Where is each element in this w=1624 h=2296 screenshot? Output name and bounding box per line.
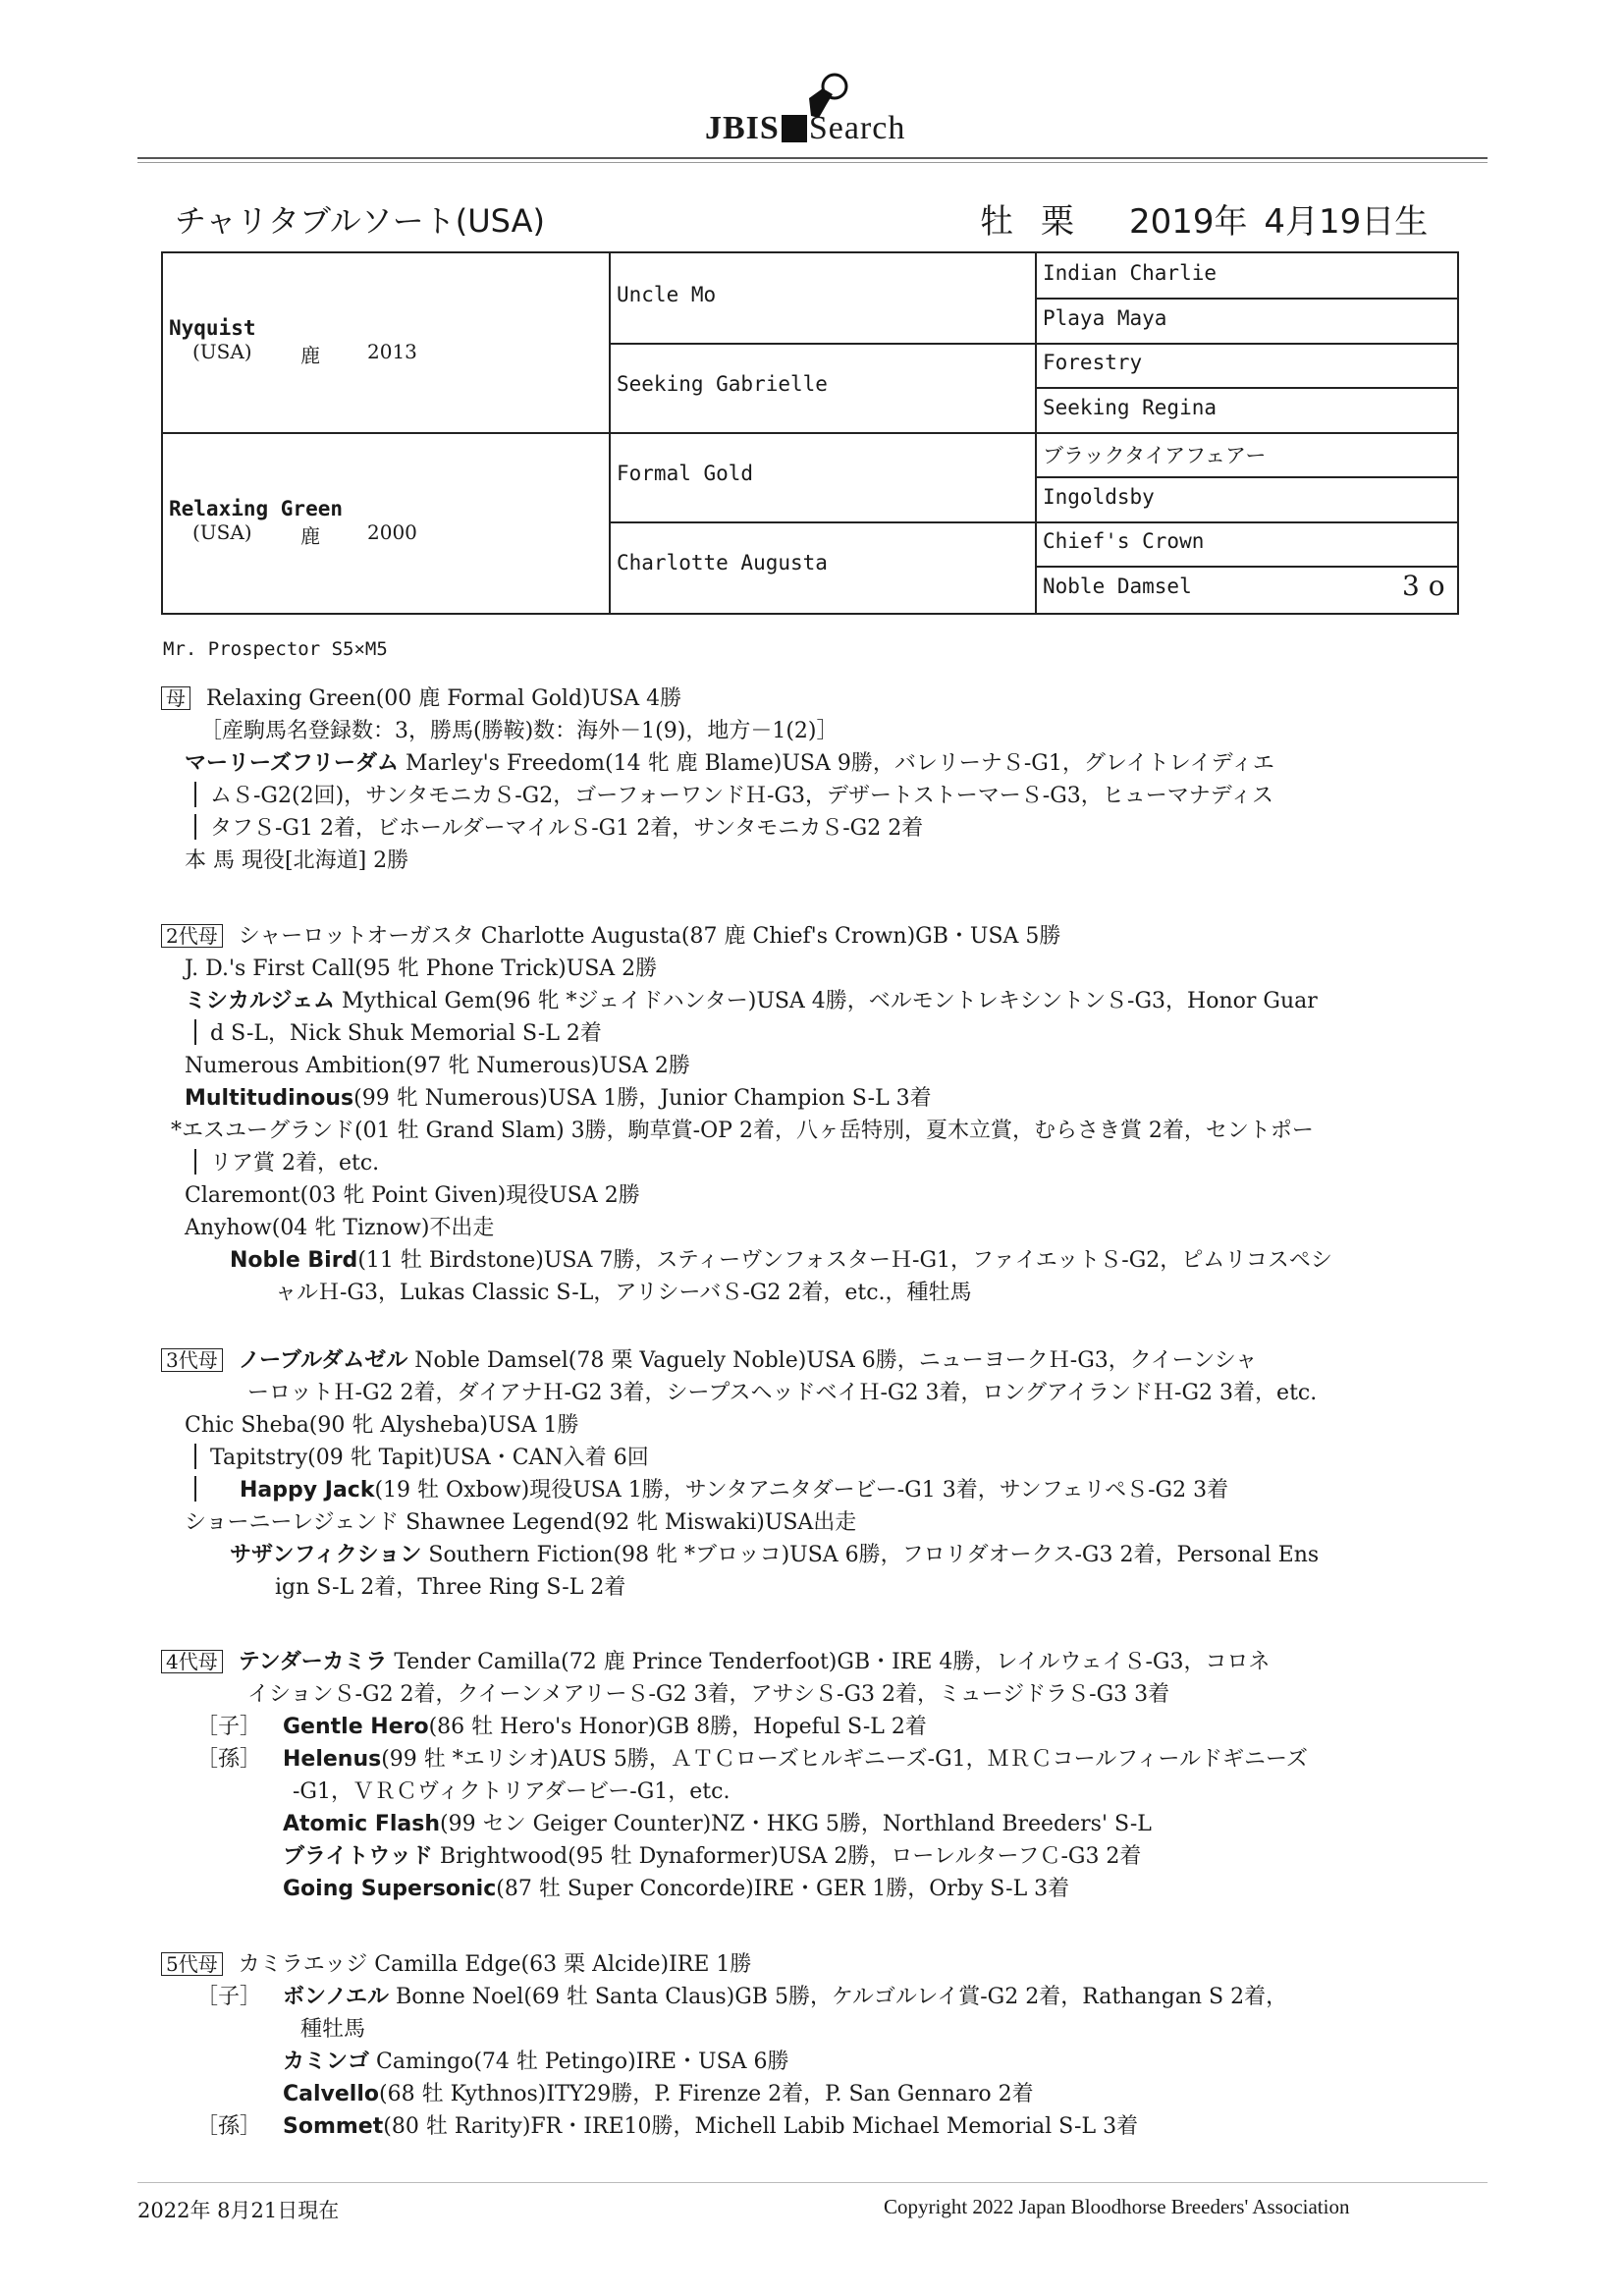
offspring-name: サザンフィクション: [230, 1543, 422, 1567]
offspring-name: カミンゴ: [283, 2050, 370, 2074]
offspring-name: Gentle Hero: [283, 1715, 429, 1739]
horse-color: 栗: [1041, 202, 1074, 242]
sire-name: Nyquist: [169, 316, 256, 340]
logo-jbis: JBIS: [705, 110, 780, 146]
offspring-detail: リア賞 2着，etc.: [210, 1151, 380, 1175]
dam-name: Relaxing Green: [169, 497, 344, 520]
section-tag: 2代母: [161, 924, 223, 948]
offspring-detail: Mythical Gem(96 牝 *ジェイドハンター)USA 4勝，ベルモントレキシントンＳ-G3，Honor Guar: [335, 989, 1318, 1013]
section-line: [161, 1018, 1332, 1051]
section-line: ーロットＨ-G2 2着，ダイアナＨ-G2 3着，シープスヘッドベイＨ-G2 3着，ロングアイランドＨ-G2 3着，etc.: [247, 1381, 1318, 1405]
offspring-detail: (87 牡 Super Concorde)IRE・GER 1勝，Orby S-L 3着: [496, 1877, 1070, 1901]
section-line: *エスユーグランド(01 牡 Grand Slam) 3勝，駒草賞-OP 2着，八ヶ岳特別，夏木立賞，むらさき賞 2着，セントポー: [171, 1119, 1314, 1143]
offspring-name: マーリーズフリーダム: [185, 751, 400, 776]
sire-origin: (USA): [192, 340, 252, 363]
offspring-name: Happy Jack: [240, 1478, 375, 1503]
inbreeding: Mr. Prospector S5×M5: [163, 638, 388, 660]
section-2nd-dam: [161, 921, 1332, 1310]
section-line: イションＳ-G2 2着，クイーンメアリーＳ-G2 3着，アサシＳ-G3 2着，ミュージドラＳ-G3 3着: [247, 1682, 1170, 1707]
section-line: [161, 1245, 1332, 1278]
section-line: [161, 1083, 1332, 1116]
section-line: [161, 1540, 1319, 1572]
relation-mark: ［子］: [196, 1715, 262, 1739]
section-line: [161, 1647, 1308, 1679]
section-line: Anyhow(04 牝 Tiznow)不出走: [185, 1216, 495, 1240]
dam-line: シャーロットオーガスタ Charlotte Augusta(87 鹿 Chief's Crown)GB・USA 5勝: [238, 924, 1061, 949]
footer-rule: [137, 2182, 1488, 2183]
section-line: [161, 1345, 1319, 1378]
section-5th-dam: [161, 1949, 1287, 2144]
section-line: Chic Sheba(90 牝 Alysheba)USA 1勝: [185, 1413, 579, 1438]
footer-copyright: Copyright 2022 Japan Bloodhorse Breeders' Association: [884, 2195, 1350, 2218]
offspring-detail: タフＳ-G1 2着，ビホールダーマイルＳ-G1 2着，サンタモニカＳ-G2 2着: [210, 816, 924, 841]
section-line: [161, 2079, 1287, 2111]
section-dam: [161, 683, 1274, 878]
offspring-detail: d S-L，Nick Shuk Memorial S-L 2着: [210, 1021, 602, 1046]
ped-g2-1: Uncle Mo: [617, 283, 717, 306]
offspring-detail: (80 牡 Rarity)FR・IRE10勝，Michell Labib Michael Memorial S-L 3着: [383, 2114, 1139, 2139]
offspring-detail: (86 牡 Hero's Honor)GB 8勝，Hopeful S-L 2着: [428, 1715, 927, 1739]
pedigree-table: [161, 251, 1459, 615]
relation-mark: ［孫］: [196, 1747, 262, 1772]
section-line: [161, 1712, 1308, 1744]
offspring-name: Helenus: [283, 1747, 382, 1772]
offspring-name: テンダーカミラ: [238, 1650, 388, 1674]
offspring-detail: ムＳ-G2(2回)，サンタモニカＳ-G2，ゴーフォーワンドＨ-G3，デザートストーマーＳ-G3，ヒューマナディス: [210, 784, 1274, 808]
section-line: [161, 1874, 1308, 1906]
offspring-name: Noble Bird: [230, 1248, 358, 1273]
section-line: [161, 1744, 1308, 1777]
section-line: ャルＨ-G3，Lukas Classic S-L，アリシーバＳ-G2 2着，etc.，種牡馬: [275, 1281, 972, 1305]
ped-g3-7: Chief's Crown: [1043, 529, 1205, 553]
tree-bar: [194, 814, 196, 840]
ped-divider: [1035, 432, 1457, 434]
ped-divider: [1035, 476, 1457, 478]
tree-bar: [194, 1476, 196, 1502]
offspring-name: Going Supersonic: [283, 1877, 497, 1901]
ped-g2-2: Seeking Gabrielle: [617, 372, 828, 396]
dam-year: 2000: [367, 520, 417, 544]
section-line: [161, 813, 1274, 846]
offspring-name: ボンノエル: [283, 1985, 390, 2009]
footer-date: 2022年 8月21日現在: [137, 2199, 340, 2222]
offspring-detail: (99 牡 *エリシオ)AUS 5勝，ＡＴＣローズヒルギニーズ-G1，ＭＲＣコールフィールドギニーズ: [381, 1747, 1308, 1772]
ped-g3-2: Playa Maya: [1043, 306, 1167, 330]
dam-line: カミラエッジ Camilla Edge(63 栗 Alcide)IRE 1勝: [238, 1952, 752, 1977]
ped-divider: [609, 343, 1035, 345]
section-line: [161, 1148, 1332, 1180]
sire-year: 2013: [367, 340, 417, 363]
section-line: [161, 1443, 1319, 1475]
section-line: -G1，ＶＲＣヴィクトリアダービー-G1，etc.: [293, 1779, 731, 1804]
offspring-detail: Tapitstry(09 牝 Tapit)USA・CAN入着 6回: [210, 1446, 649, 1470]
ped-g2-4: Charlotte Augusta: [617, 551, 828, 574]
section-line: J. D.'s First Call(95 牝 Phone Trick)USA 2勝: [185, 957, 658, 981]
ped-divider: [609, 521, 1035, 523]
dam-line: Relaxing Green(00 鹿 Formal Gold)USA 4勝: [206, 686, 682, 711]
logo-wordmark: [705, 110, 905, 147]
ped-divider: [163, 432, 609, 434]
section-line: 種牡馬: [300, 2017, 366, 2042]
ped-g3-4: Seeking Regina: [1043, 396, 1218, 419]
offspring-name: Multitudinous: [185, 1086, 354, 1111]
header-rule: [137, 157, 1488, 163]
relation-mark: ［子］: [196, 1985, 262, 2009]
ped-divider: [1035, 566, 1457, 568]
offspring-name: Atomic Flash: [283, 1812, 440, 1836]
tree-bar: [194, 1149, 196, 1175]
ped-g3-6: Ingoldsby: [1043, 485, 1155, 509]
section-3rd-dam: [161, 1345, 1319, 1605]
ped-g3-8: Noble Damsel: [1043, 574, 1192, 598]
ped-divider: [1035, 387, 1457, 389]
tree-bar: [194, 1444, 196, 1469]
offspring-detail: Noble Damsel(78 栗 Vaguely Noble)USA 6勝，ニューヨークＨ-G3，クイーンシャ: [407, 1348, 1258, 1373]
offspring-detail: (99 牝 Numerous)USA 1勝，Junior Champion S-L 3着: [353, 1086, 932, 1111]
ped-divider: [609, 432, 1035, 434]
offspring-detail: Tender Camilla(72 鹿 Prince Tenderfoot)GB・IRE 4勝，レイルウェイＳ-G3，コロネ: [387, 1650, 1271, 1674]
section-line: ign S-L 2着，Three Ring S-L 2着: [275, 1575, 626, 1600]
tree-bar: [194, 782, 196, 807]
ped-divider: [1035, 343, 1457, 345]
offspring-detail: (99 セン Geiger Counter)NZ・HKG 5勝，Northland Breeders' S-L: [440, 1812, 1152, 1836]
dam-origin: (USA): [192, 520, 252, 544]
section-tag: 3代母: [161, 1348, 223, 1372]
section-line: Claremont(03 牝 Point Given)現役USA 2勝: [185, 1183, 640, 1208]
offspring-detail: Brightwood(95 牡 Dynaformer)USA 2勝，ローレルターフＣ-G3 2着: [432, 1844, 1142, 1869]
ped-g3-3: Forestry: [1043, 351, 1143, 374]
section-tag: 4代母: [161, 1650, 223, 1673]
section-line: [161, 1982, 1287, 2014]
offspring-name: ノーブルダムゼル: [238, 1348, 408, 1373]
section-line: [161, 2111, 1287, 2144]
tree-bar: [194, 1019, 196, 1045]
offspring-detail: (68 牡 Kythnos)ITY29勝，P. Firenze 2着，P. San Gennaro 2着: [379, 2082, 1034, 2106]
ped-g3-1: Indian Charlie: [1043, 261, 1218, 285]
section-line: [161, 683, 1274, 716]
section-line: [161, 986, 1332, 1018]
section-line: [161, 1841, 1308, 1874]
family-number: 3 o: [1402, 570, 1445, 602]
section-tag: 5代母: [161, 1952, 223, 1976]
section-line: 本 馬 現役[北海道] 2勝: [185, 848, 409, 873]
section-line: [161, 1809, 1308, 1841]
horse-name: チャリタブルソート(USA): [175, 202, 545, 240]
sire-color: 鹿: [300, 344, 320, 367]
horse-info: [980, 194, 1428, 243]
section-4th-dam: [161, 1647, 1308, 1906]
offspring-name: Sommet: [283, 2114, 384, 2139]
ped-g2-3: Formal Gold: [617, 462, 754, 485]
section-line: [161, 1949, 1287, 1982]
logo-block: [782, 115, 807, 142]
section-line: ショーニーレジェンド Shawnee Legend(92 牝 Miswaki)USA出走: [185, 1510, 857, 1535]
horse-birth: 2019年 4月19日生: [1129, 202, 1429, 242]
section-line: ［産駒馬名登録数：3，勝馬(勝鞍)数：海外－1(9)，地方－1(2)］: [200, 719, 839, 743]
offspring-detail: (19 牡 Oxbow)現役USA 1勝，サンタアニタダービー-G1 3着，サンフェリペＳ-G2 3着: [374, 1478, 1229, 1503]
ped-g3-5: ブラックタイアフェアー: [1043, 444, 1267, 467]
section-line: [161, 2047, 1287, 2079]
offspring-name: Calvello: [283, 2082, 379, 2106]
offspring-detail: (11 牡 Birdstone)USA 7勝，スティーヴンフォスターＨ-G1，ファイエットＳ-G2，ピムリコスペシ: [357, 1248, 1332, 1273]
horse-sex: 牡: [980, 202, 1013, 242]
section-line: [161, 1475, 1319, 1507]
logo-search: Search: [808, 110, 906, 146]
relation-mark: ［孫］: [196, 2114, 262, 2139]
offspring-detail: Camingo(74 牡 Petingo)IRE・USA 6勝: [369, 2050, 789, 2074]
section-line: Numerous Ambition(97 牝 Numerous)USA 2勝: [185, 1054, 690, 1078]
dam-color: 鹿: [300, 524, 320, 548]
offspring-detail: Bonne Noel(69 牡 Santa Claus)GB 5勝，ケルゴルレイ賞-G2 2着，Rathangan S 2着，: [389, 1985, 1288, 2009]
offspring-name: ブライトウッド: [283, 1844, 433, 1869]
offspring-detail: Marley's Freedom(14 牝 鹿 Blame)USA 9勝，バレリーナＳ-G1，グレイトレイディエ: [399, 751, 1274, 776]
section-tag: 母: [161, 686, 190, 710]
ped-divider: [1035, 298, 1457, 300]
section-line: [161, 781, 1274, 813]
section-line: [161, 748, 1274, 781]
ped-divider: [1035, 521, 1457, 523]
offspring-detail: Southern Fiction(98 牝 *ブロッコ)USA 6勝，フロリダオークス-G3 2着，Personal Ens: [421, 1543, 1320, 1567]
offspring-name: ミシカルジェム: [185, 989, 336, 1013]
section-line: [161, 921, 1332, 954]
